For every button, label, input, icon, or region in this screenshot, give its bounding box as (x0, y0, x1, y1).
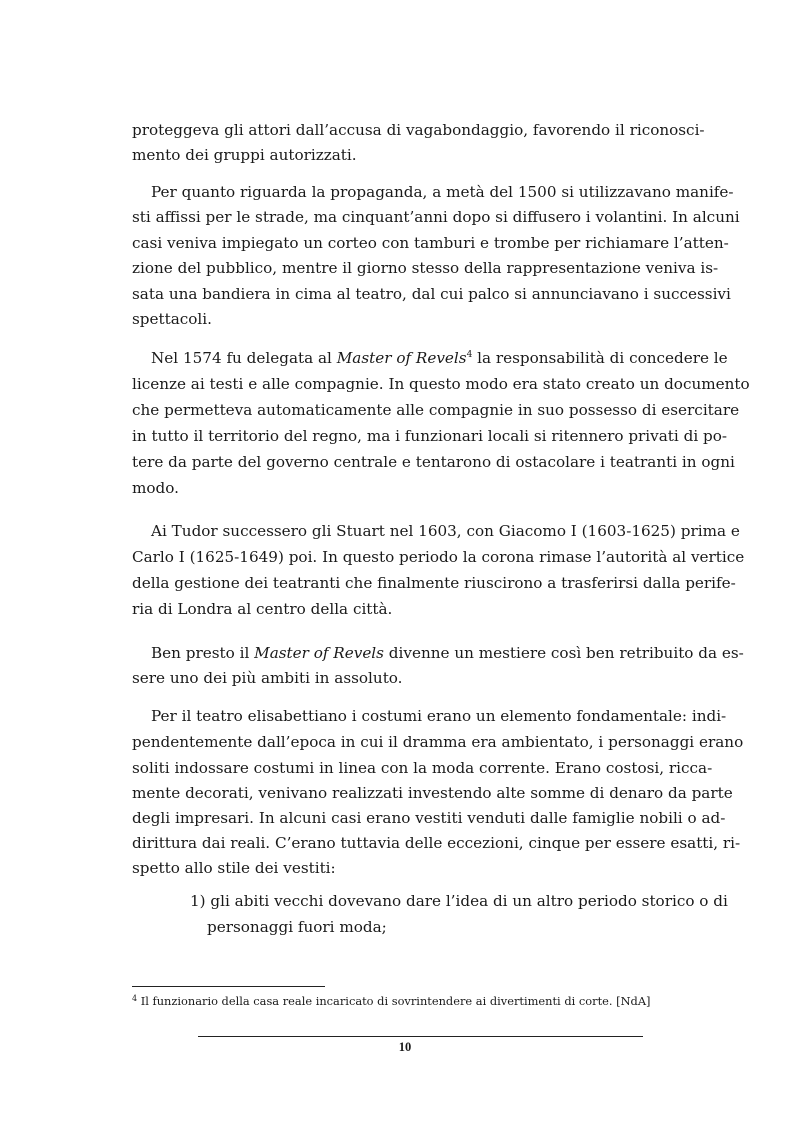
footnote-separator (132, 986, 325, 987)
text-line (151, 346, 728, 372)
text-line: che permetteva automaticamente alle compagnie in suo possesso di esercitare (132, 401, 740, 419)
text-line: della gestione dei teatranti che finalmente riuscirono a trasferirsi dalla perife- (132, 574, 736, 592)
italic-term: Master of Revels (336, 349, 467, 367)
text-line: soliti indossare costumi in linea con la moda corrente. Erano costosi, ricca- (132, 759, 713, 777)
text-line: spetto allo stile dei vestiti: (132, 859, 336, 877)
text-line: Carlo I (1625-1649) poi. In questo periodo la corona rimase l’autorità al vertice (132, 548, 745, 566)
italic-term: Master of Revels (254, 644, 384, 662)
text-line: ria di Londra al centro della città. (132, 600, 393, 618)
text-line: sti affissi per le strade, ma cinquant’anni dopo si diffusero i volantini. In alcuni (132, 208, 740, 226)
text-line: dirittura dai reali. C’erano tuttavia delle eccezioni, cinque per essere esatti, ri- (132, 834, 741, 852)
text-line: mente decorati, venivano realizzati investendo alte somme di denaro da parte (132, 784, 733, 802)
text-line: tere da parte del governo centrale e tentarono di ostacolare i teatranti in ogni (132, 453, 735, 471)
text-line: pendentemente dall’epoca in cui il dramma era ambientato, i personaggi erano (132, 733, 744, 751)
text-line: sere uno dei più ambiti in assoluto. (132, 669, 403, 687)
text-line: zione del pubblico, mentre il giorno stesso della rappresentazione veniva is- (132, 259, 719, 277)
text-segment: Ben presto il (151, 644, 255, 662)
text-line: Per il teatro elisabettiano i costumi erano un elemento fondamentale: indi- (151, 707, 727, 725)
text-line: spettacoli. (132, 310, 212, 328)
text-line: degli impresari. In alcuni casi erano vestiti venduti dalle famiglie nobili o ad- (132, 809, 726, 827)
text-line: sata una bandiera in cima al teatro, dal cui palco si annunciavano i successivi (132, 285, 731, 303)
text-line: proteggeva gli attori dall’accusa di vagabondaggio, favorendo il riconosci- (132, 121, 705, 139)
text-line: modo. (132, 479, 179, 497)
text-line: licenze ai testi e alle compagnie. In questo modo era stato creato un documento (132, 375, 750, 393)
text-line: Ai Tudor successero gli Stuart nel 1603, con Giacomo I (1603-1625) prima e (151, 522, 740, 540)
text-segment: la responsabilità di concedere le (472, 349, 728, 367)
footnote-number: 4 (132, 994, 138, 1003)
text-line (151, 641, 744, 667)
footnote-text: Il funzionario della casa reale incaricato di sovrintendere ai divertimenti di corte. [NdA] (137, 994, 651, 1008)
text-line: casi veniva impiegato un corteo con tamburi e trombe per richiamare l’atten- (132, 234, 729, 252)
text-line: Per quanto riguarda la propaganda, a metà del 1500 si utilizzavano manife- (151, 183, 734, 201)
page-number: 10 (398, 1040, 412, 1054)
list-item-continuation: personaggi fuori moda; (207, 918, 387, 936)
footer-rule (198, 1036, 643, 1037)
footnote (132, 993, 651, 1009)
footnote-ref[interactable]: 4 (466, 350, 473, 360)
text-segment: divenne un mestiere così ben retribuito da es- (383, 644, 744, 662)
list-item: 1) gli abiti vecchi dovevano dare l’idea di un altro periodo storico o di (190, 892, 728, 910)
text-segment: Nel 1574 fu delegata al (151, 349, 337, 367)
text-line: mento dei gruppi autorizzati. (132, 146, 357, 164)
text-line: in tutto il territorio del regno, ma i funzionari locali si ritennero privati di po- (132, 427, 727, 445)
